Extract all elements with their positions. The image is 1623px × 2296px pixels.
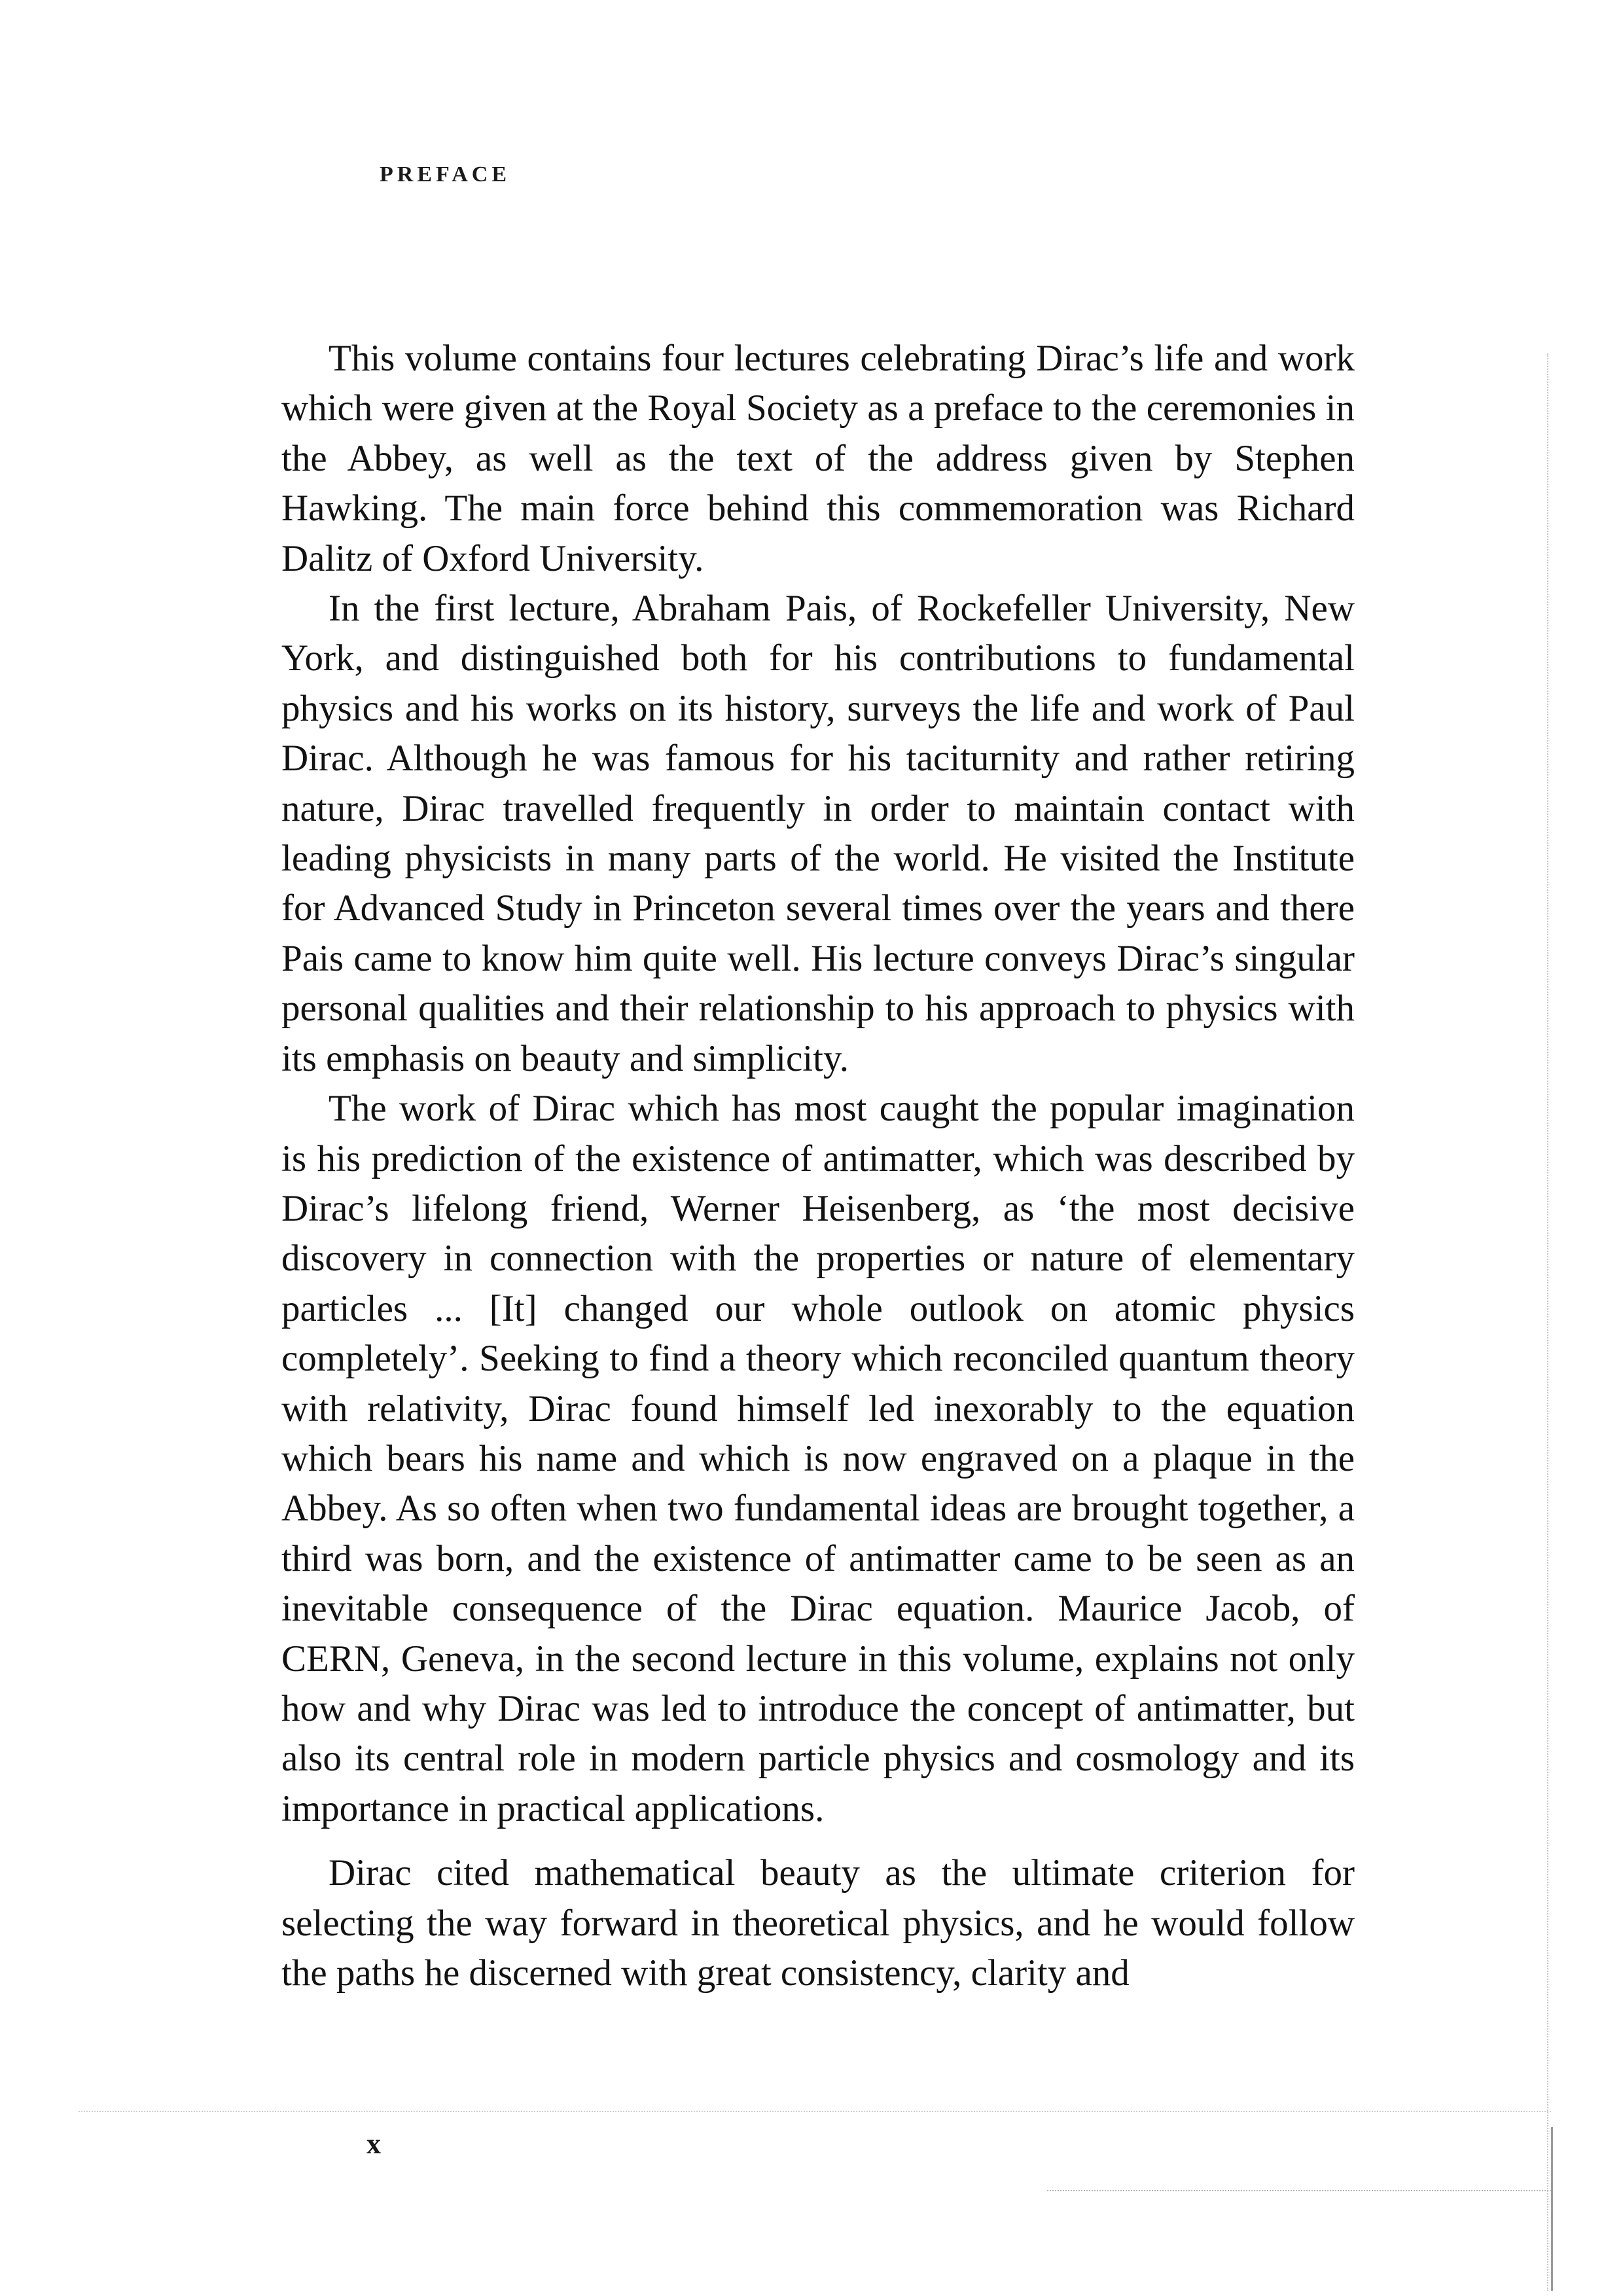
paragraph-antimatter: The work of Dirac which has most caught the popular imagination is his prediction of the existence of antimatter, which was described by Dirac’s lifelong friend, Werner Heisenberg, as ‘the most decisive discovery in connection with the properties or nature of elementary particles ... [It] changed our whole outlook on atomic physics completely’. Seeking to find a theory which reconciled quantum theory with relativity, Dirac found himself led inexorably to the equation which bears his name and which is now engraved on a plaque in the Abbey. As so often when two fundamental ideas are brought together, a third was born, and the existence of antimatter came to be seen as an inevitable consequence of the Dirac equation. Maurice Jacob, of CERN, Geneva, in the second lecture in this volume, explains not only how and why Dirac was led to introduce the concept of antimatter, but also its central role in modern particle physics and cosmology and its importance in practical applications.: [281, 1088, 1355, 1829]
preface-body: [281, 334, 1355, 1998]
scan-edge-right-mark: [1551, 2127, 1553, 2291]
page-number: x: [366, 2128, 381, 2160]
scan-edge-bottom-mark: [1047, 2190, 1551, 2191]
paragraph-mathematical-beauty: Dirac cited mathematical beauty as the ultimate criterion for selecting the way forward in theoretical physics, and he would follow the paths he discerned with great consistency, clarity and: [281, 1852, 1355, 1994]
paragraph-intro: This volume contains four lectures celebrating Dirac’s life and work which were given at the Royal Society as a preface to the ceremonies in the Abbey, as well as the text of the address given by Stephen Hawking. The main force behind this commemoration was Richard Dalitz of Oxford University.: [281, 338, 1355, 579]
scan-edge-right: [1547, 353, 1548, 2291]
paragraph-pais-lecture: In the first lecture, Abraham Pais, of Rockefeller University, New York, and distinguished both for his contributions to fundamental physics and his works on its history, surveys the life and work of Paul Dirac. Although he was famous for his taciturnity and rather retiring nature, Dirac travelled frequently in order to maintain contact with leading physicists in many parts of the world. He visited the Institute for Advanced Study in Princeton several times over the years and there Pais came to know him quite well. His lecture conveys Dirac’s singular personal qualities and their relationship to his approach to physics with its emphasis on beauty and simplicity.: [281, 588, 1355, 1079]
scan-edge-bottom: [79, 2111, 1551, 2112]
running-head: PREFACE: [380, 162, 511, 187]
